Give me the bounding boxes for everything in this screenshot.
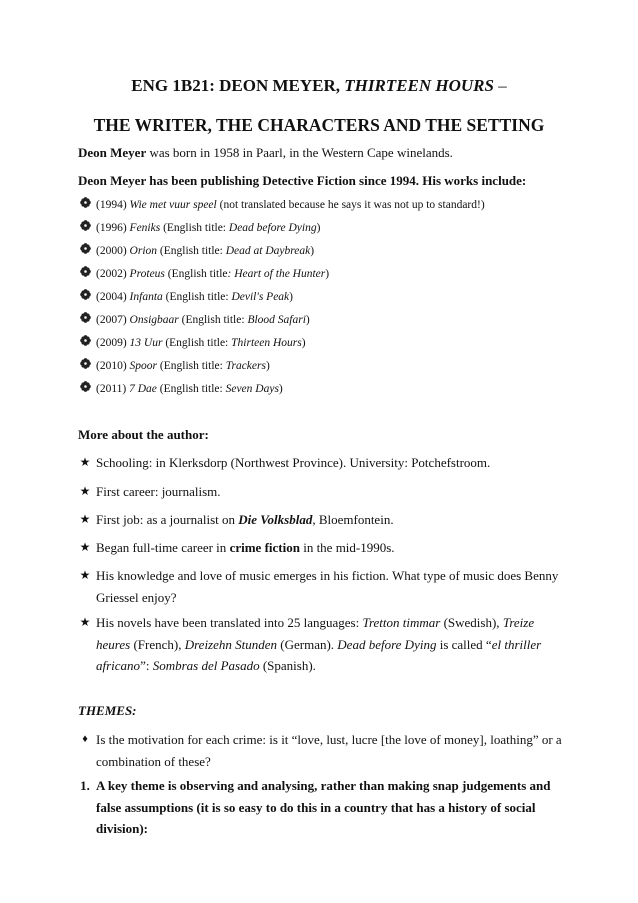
star-icon: ★	[79, 512, 91, 526]
star-icon: ★	[79, 568, 91, 582]
page-subtitle: THE WRITER, THE CHARACTERS AND THE SETTING	[93, 115, 545, 135]
flower-icon	[78, 243, 92, 259]
star-icon: ★	[79, 615, 91, 629]
flower-icon	[78, 358, 92, 374]
star-icon: ★	[79, 484, 91, 498]
page-title: ENG 1B21: DEON MEYER, THIRTEEN HOURS –	[131, 76, 507, 95]
flower-icon	[78, 197, 92, 213]
about-heading: More about the author:	[78, 427, 209, 442]
flower-icon	[78, 381, 92, 397]
document-page: ENG 1B21: DEON MEYER, THIRTEEN HOURS – THE WRITER, THE CHARACTERS AND THE SETTING Deon Meyer was born in 1958 in Paarl, in the Western Cape winelands. Deon Meyer has been publishing Detective Fiction since 1994. His works include: (1994) Wie met vuur speel (not translated because he says it was not up to standard!) (1996) Feniks (English title: Dead before Dying) (2000) Orion (English title: Dead at Daybreak) (2002) Proteus (English title: Heart of the Hunter) (2004) Infanta (English title: Devil's Peak) (2007) Onsigbaar (English title: Blood Safari) (2009) 13 Uur (English title: Thirteen Hours) (2010) Spoor (English title: Trackers) (2011) 7 Dae (English title: Seven Days) More about the author: ★ Schooling: in Klerksdorp (Northwest Province). University: Potchefstroom. ★ First career: journalism. ★ First job: as a journalist on Die Volksblad, Bloemfontein. ★ Began full-time career in crime fiction in the mid-1990s. ★ His knowledge and love of music emerges in his fiction. What type of music does Benny Griessel enjoy? ★ His novels have been translated into 25 languages: Tretton timmar (Swedish), Treize heures (French), Dreizehn Stunden (German). Dead before Dying is called “el thriller africano”: Sombras del Pasado (Spanish). THEMES: ♦ Is the motivation for each crime: is it “love, lust, lucre [the love of money], loathing” or a combination of these? 1. A key theme is observing and analysing, rather than making snap judgements and false assumptions (it is so easy to do this in a country that has a history of social division):	[0, 0, 638, 903]
themes-heading: THEMES:	[78, 703, 137, 718]
intro-publishing: Deon Meyer has been publishing Detective Fiction since 1994. His works include:	[78, 173, 527, 188]
intro-born: Deon Meyer was born in 1958 in Paarl, in the Western Cape winelands.	[78, 145, 453, 160]
diamond-arrow-icon: ♦	[82, 733, 88, 745]
star-icon: ★	[79, 455, 91, 469]
flower-icon	[78, 289, 92, 305]
flower-icon	[78, 312, 92, 328]
flower-icon	[78, 266, 92, 282]
flower-icon	[78, 335, 92, 351]
flower-icon	[78, 220, 92, 236]
star-icon: ★	[79, 540, 91, 554]
